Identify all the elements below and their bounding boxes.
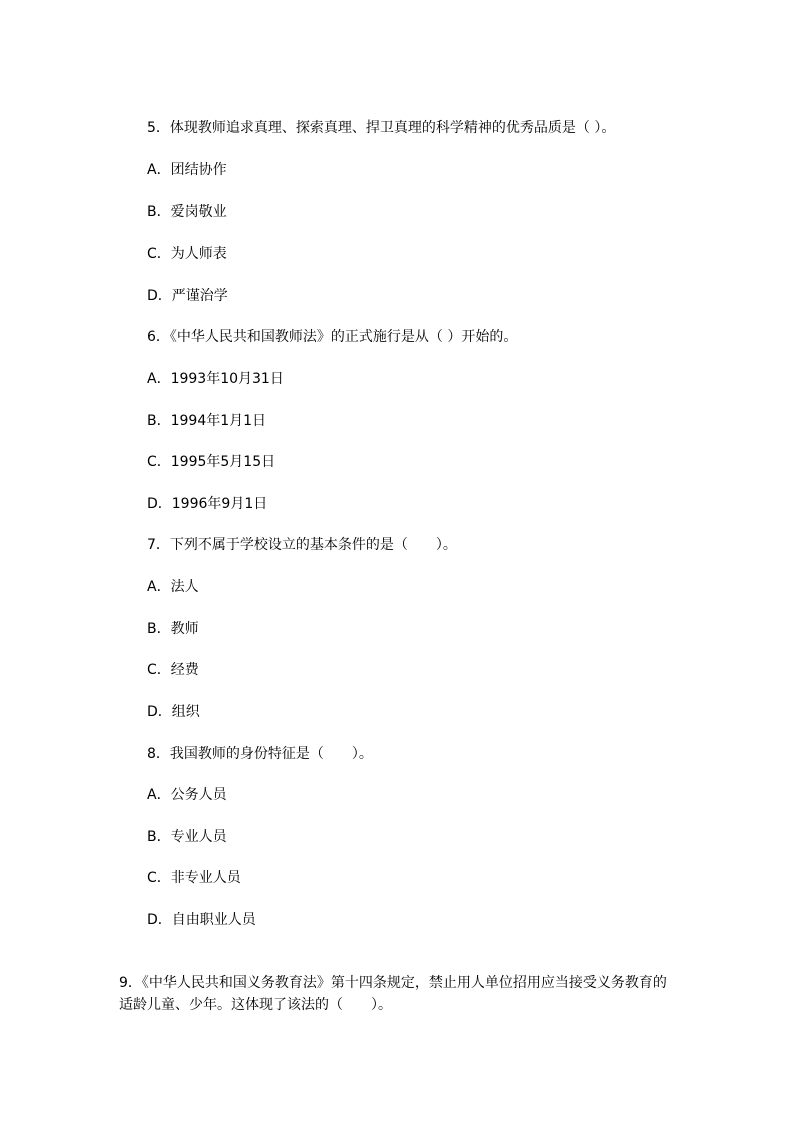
question-6-option-d: D．1996年9月1日 (147, 496, 268, 512)
question-7-option-b: B．教师 (147, 621, 199, 637)
question-9-stem (119, 972, 689, 1016)
question-6-option-c: C．1995年5月15日 (147, 454, 276, 470)
question-6-stem: 6．《中华人民共和国教师法》的正式施行是从（ ）开始的。 (147, 329, 518, 345)
question-7-option-a: A．法人 (147, 579, 199, 595)
question-9-line-2: 适龄儿童、少年。这体现了该法的（ ）。 (119, 997, 392, 1013)
question-5-option-c: C．为人师表 (147, 246, 227, 262)
question-5-stem: 5．体现教师追求真理、探索真理、捍卫真理的科学精神的优秀品质是（ ）。 (147, 120, 616, 136)
question-6-option-b: B．1994年1月1日 (147, 413, 267, 429)
question-5-option-a: A．团结协作 (147, 162, 227, 178)
question-7-option-c: C．经费 (147, 662, 199, 678)
question-8-option-c: C．非专业人员 (147, 870, 241, 886)
question-7-stem: 7．下列不属于学校设立的基本条件的是（ ）。 (147, 537, 457, 553)
question-7-option-d: D．组织 (147, 704, 200, 720)
question-6-option-a: A．1993年10月31日 (147, 371, 284, 387)
question-8-option-b: B．专业人员 (147, 829, 227, 845)
question-9-line-1: 9．《中华人民共和国义务教育法》第十四条规定，禁止用人单位招用应当接受义务教育的 (119, 975, 667, 991)
question-5-option-d: D．严谨治学 (147, 288, 228, 304)
question-5-option-b: B．爱岗敬业 (147, 204, 227, 220)
question-8-option-d: D．自由职业人员 (147, 912, 256, 928)
question-8-option-a: A．公务人员 (147, 787, 227, 803)
question-8-stem: 8．我国教师的身份特征是（ ）。 (147, 746, 373, 762)
